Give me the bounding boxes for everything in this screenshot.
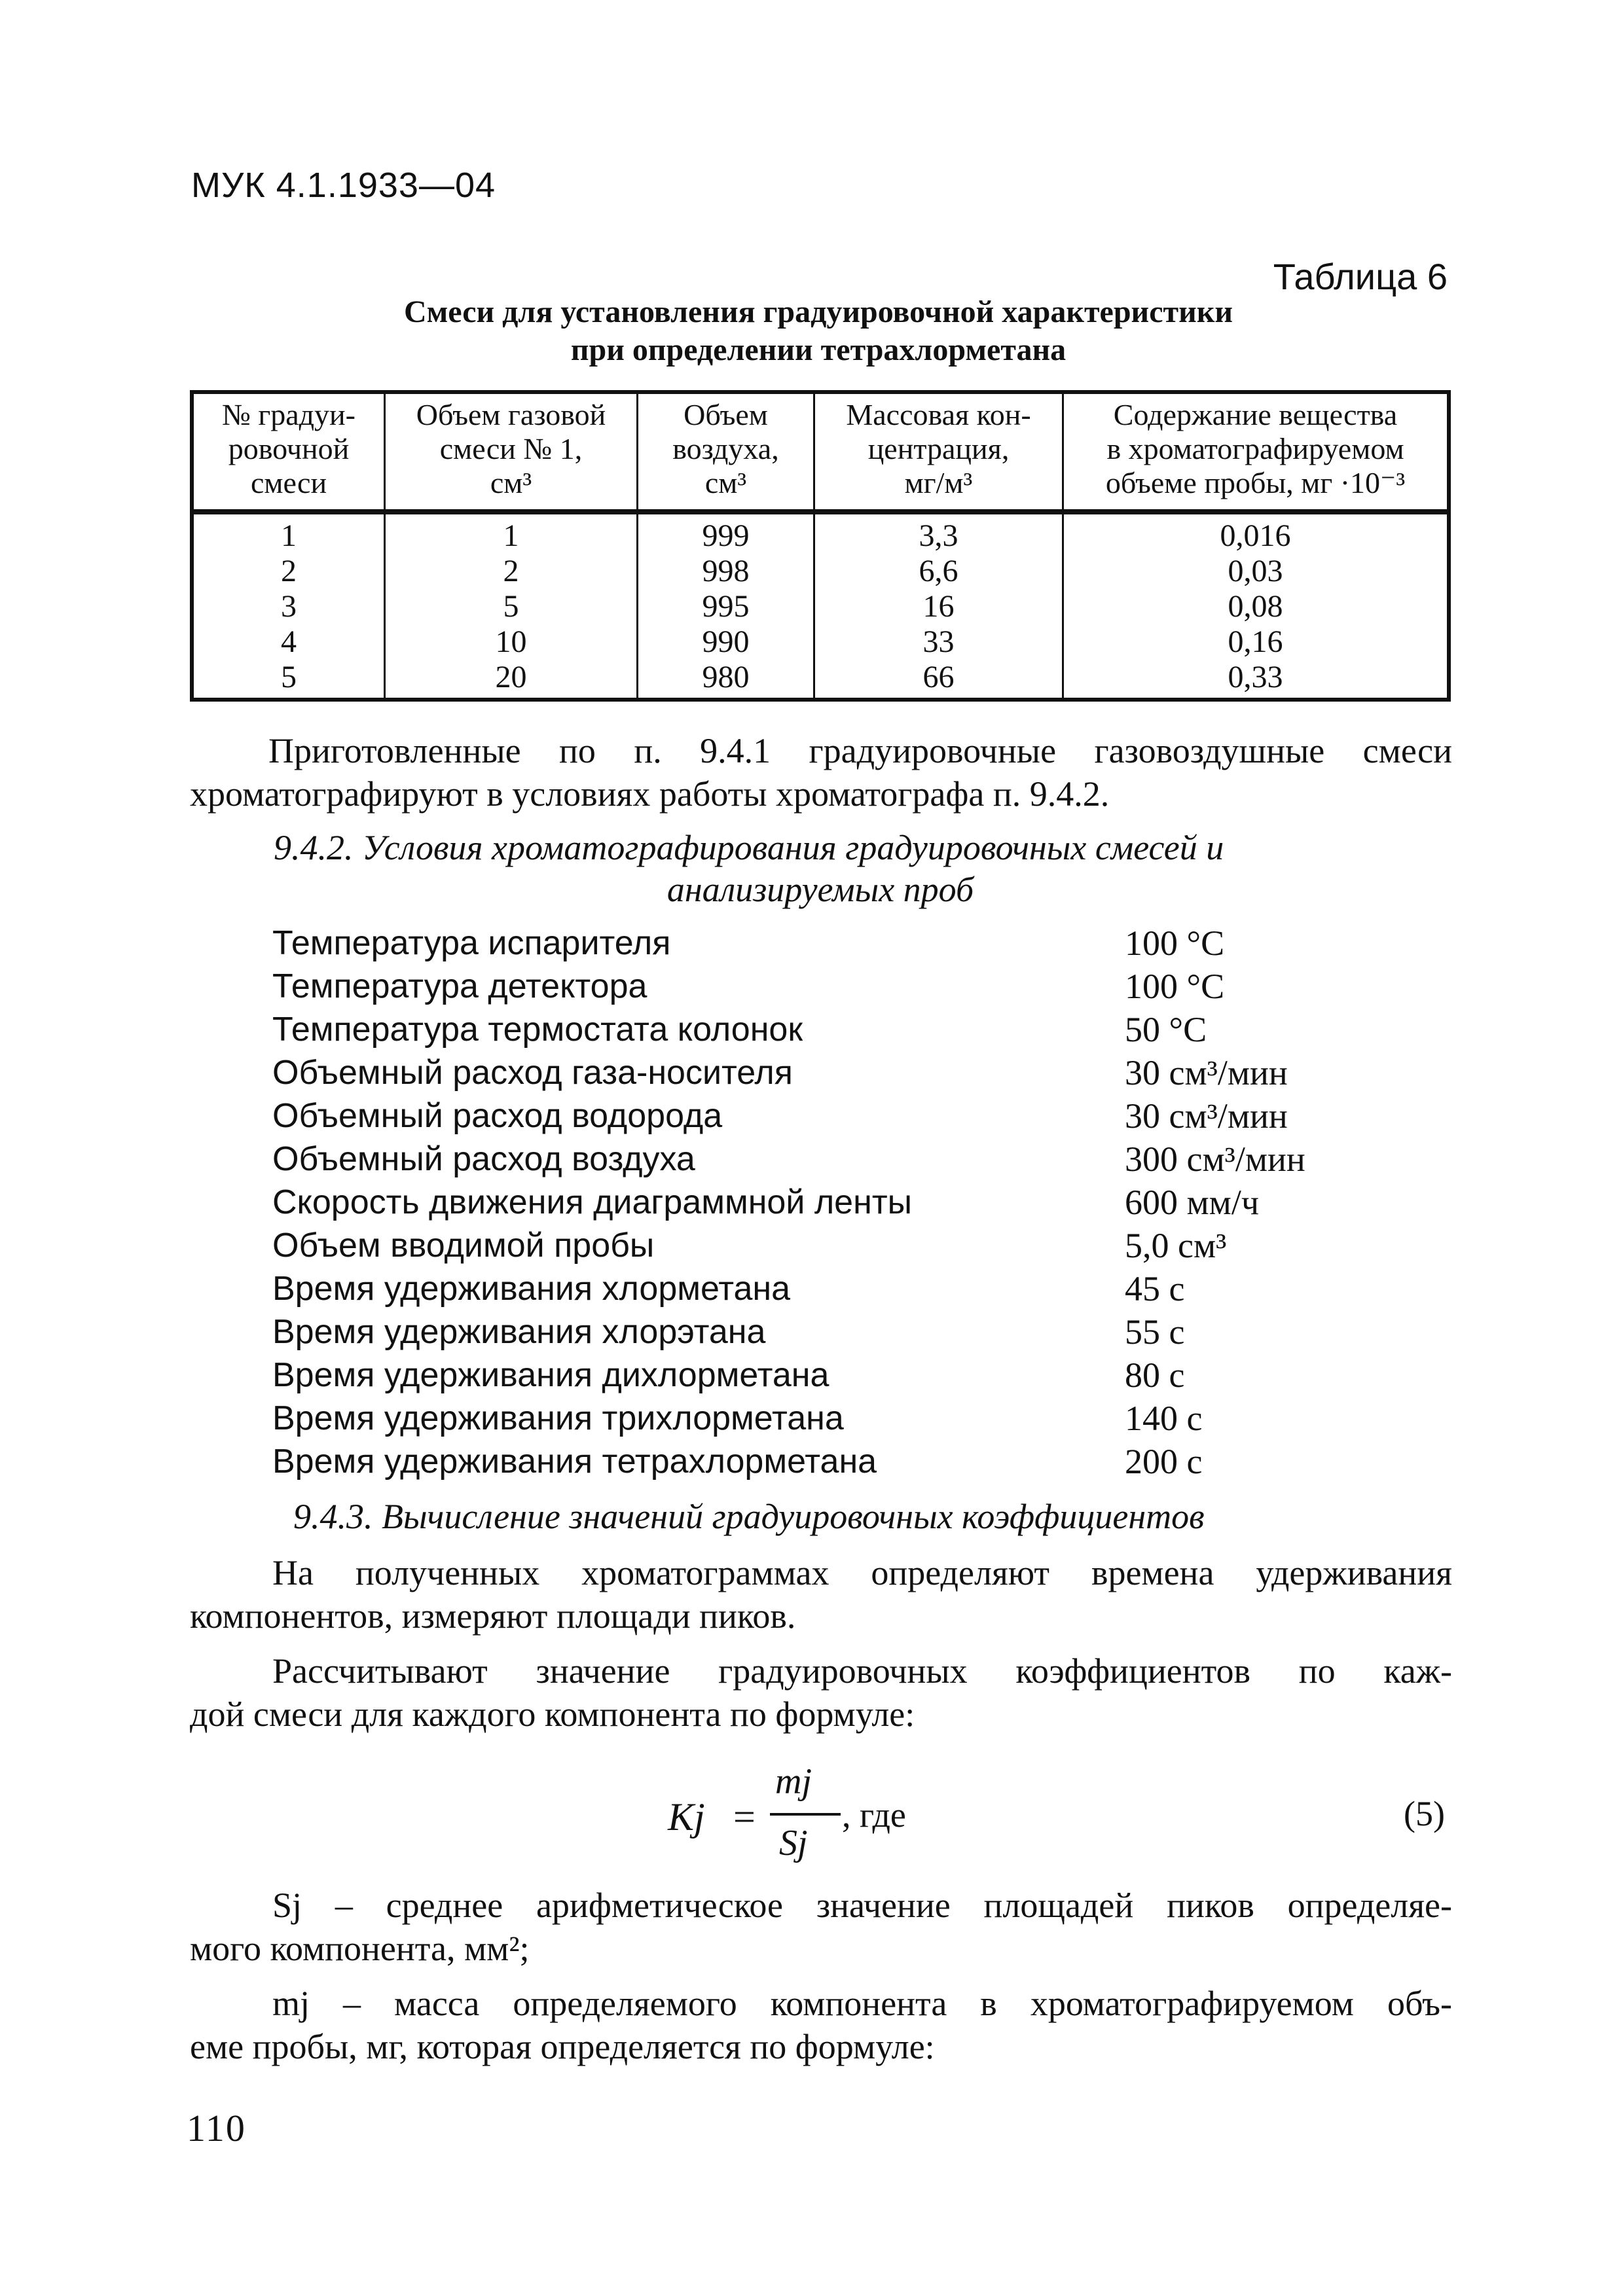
condition-name: Время удерживания хлорэтана: [272, 1313, 766, 1351]
definition-line: еме пробы, мг, которая определяется по формуле:: [190, 2027, 935, 2066]
table-cell: 0,016: [1220, 518, 1291, 553]
table-cell: 0,08: [1228, 589, 1283, 624]
table-cell: 1: [281, 518, 297, 553]
definition-line: mj – масса определяемого компонента в хроматографируемом объ-: [272, 1984, 1452, 2023]
table-header-cell: Содержание вещества в хроматографируемом объеме пробы, мг ·10⁻³: [1105, 398, 1406, 499]
table-cell: 990: [702, 624, 750, 659]
condition-name: Время удерживания тетрахлорметана: [272, 1443, 877, 1480]
definition-line: Sj – среднее арифметическое значение площадей пиков определяе-: [272, 1886, 1452, 1925]
table-cell: 66: [922, 660, 955, 694]
table-row: [194, 589, 1447, 624]
condition-name: Скорость движения диаграммной ленты: [272, 1183, 913, 1221]
paragraph-line: дой смеси для каждого компонента по формуле:: [190, 1695, 915, 1734]
formula-equals: =: [733, 1795, 756, 1839]
table-header-cell: Объем воздуха, см³: [672, 398, 779, 499]
table-cell: 5: [281, 660, 297, 694]
table-cell: 998: [702, 554, 750, 588]
condition-name: Температура испарителя: [272, 924, 671, 962]
table-cell: 3: [281, 589, 297, 624]
table-row: [194, 660, 1447, 695]
condition-value: 50 °С: [1125, 1010, 1207, 1049]
formula-where: , где: [842, 1795, 906, 1835]
table-title: [190, 293, 1447, 369]
paragraph-line: хроматографируют в условиях работы хроматографа п. 9.4.2.: [190, 774, 1110, 814]
table-cell: 5: [503, 589, 519, 624]
condition-value: 45 с: [1125, 1269, 1185, 1308]
formula-denominator: Sj: [779, 1823, 808, 1863]
table-cell: 2: [503, 554, 519, 588]
table-cell: 4: [281, 624, 297, 659]
paragraph-line: Рассчитывают значение градуировочных коэффициентов по каж-: [272, 1651, 1452, 1691]
condition-value: 100 °С: [1125, 967, 1225, 1006]
table-row: [194, 518, 1447, 554]
table-cell: 995: [702, 589, 750, 624]
table-cell: 33: [922, 624, 955, 659]
condition-name: Объемный расход воздуха: [272, 1140, 695, 1178]
table-title-line-1: Смеси для установления градуировочной характеристики: [403, 295, 1233, 329]
condition-value: 100 °С: [1125, 924, 1225, 963]
table-label: Таблица 6: [1273, 256, 1448, 297]
condition-value: 5,0 см³: [1125, 1226, 1227, 1265]
table-cell: 10: [495, 624, 527, 659]
table-title-line-2: при определении тетрахлорметана: [570, 332, 1067, 367]
section-heading-942-line-2: анализируемых проб: [666, 870, 974, 909]
table-row: [194, 554, 1447, 589]
condition-value: 140 с: [1125, 1399, 1203, 1438]
table-cell: 1: [503, 518, 519, 553]
table-cell: 6,6: [919, 554, 958, 588]
section-heading-942: 9.4.2. Условия хроматографирования градуировочных смесей и: [274, 828, 1224, 867]
formula-numerator: mj: [775, 1761, 812, 1802]
section-heading-943: 9.4.3. Вычисление значений градуировочных коэффициентов: [293, 1497, 1205, 1536]
condition-value: 600 мм/ч: [1125, 1183, 1260, 1222]
table-header-cell: Массовая кон- центрация, мг/м³: [846, 398, 1031, 499]
condition-name: Объем вводимой пробы: [272, 1227, 655, 1265]
definition-line: мого компонента, мм²;: [190, 1929, 530, 1968]
table-cell: 3,3: [919, 518, 958, 553]
table-header-cell: Объем газовой смеси № 1, см³: [416, 398, 606, 499]
table-row: [194, 624, 1447, 660]
condition-name: Время удерживания дихлорметана: [272, 1356, 830, 1394]
condition-value: 200 с: [1125, 1442, 1203, 1481]
condition-value: 55 с: [1125, 1312, 1185, 1352]
condition-value: 80 с: [1125, 1355, 1185, 1395]
paragraph-line: На полученных хроматограммах определяют времена удерживания: [272, 1553, 1452, 1592]
table-cell: 16: [922, 589, 955, 624]
formula-lhs: Kj: [668, 1795, 705, 1839]
formula-5: [668, 1761, 943, 1872]
document-code: МУК 4.1.1933—04: [191, 166, 496, 205]
condition-value: 30 см³/мин: [1125, 1096, 1288, 1136]
table-cell: 0,33: [1228, 660, 1283, 694]
table-cell: 20: [495, 660, 527, 694]
fraction-bar: [770, 1813, 841, 1816]
table-cell: 2: [281, 554, 297, 588]
condition-name: Объемный расход газа-носителя: [272, 1054, 793, 1092]
calibration-table: [190, 390, 1451, 702]
table-header-cell: № градуи- ровочной смеси: [221, 398, 356, 499]
table-cell: 999: [702, 518, 750, 553]
condition-name: Температура детектора: [272, 967, 647, 1005]
formula-number: (5): [1404, 1794, 1445, 1833]
page-number: 110: [187, 2107, 246, 2149]
table-cell: 0,16: [1228, 624, 1283, 659]
table-header-row: [194, 394, 1447, 514]
table-cell: 980: [702, 660, 750, 694]
paragraph-line: Приготовленные по п. 9.4.1 градуировочные газовоздушные смеси: [268, 731, 1452, 770]
condition-value: 300 см³/мин: [1125, 1139, 1305, 1179]
condition-value: 30 см³/мин: [1125, 1053, 1288, 1092]
condition-name: Температура термостата колонок: [272, 1011, 803, 1049]
paragraph-line: компонентов, измеряют площади пиков.: [190, 1596, 796, 1636]
table-cell: 0,03: [1228, 554, 1283, 588]
condition-name: Время удерживания трихлорметана: [272, 1399, 844, 1437]
condition-name: Время удерживания хлорметана: [272, 1270, 790, 1308]
condition-name: Объемный расход водорода: [272, 1097, 723, 1135]
